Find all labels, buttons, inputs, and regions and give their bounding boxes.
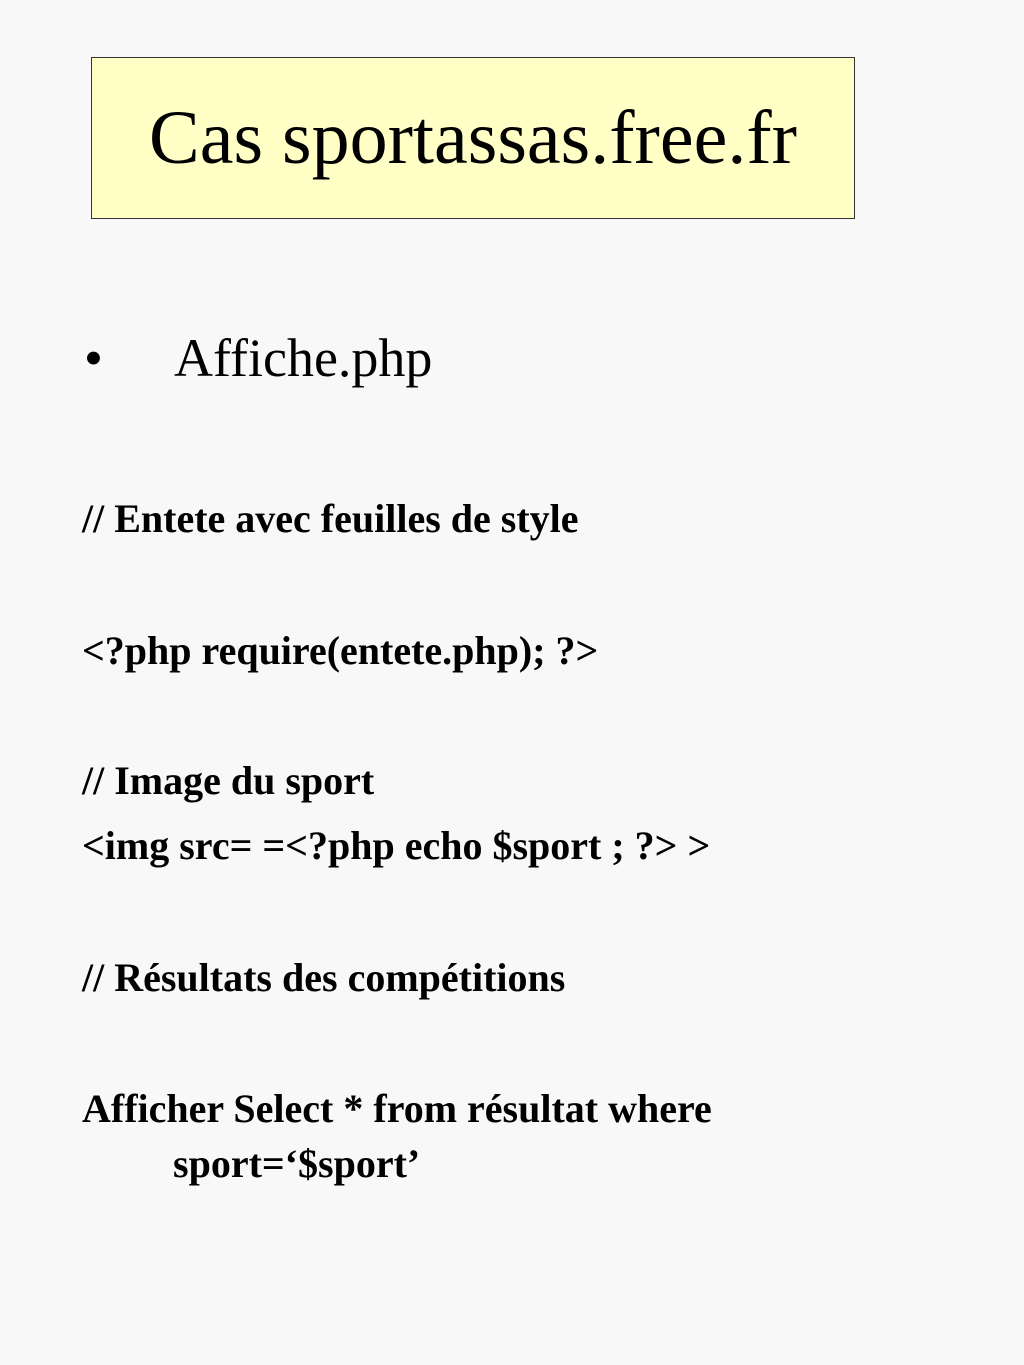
code-img: <img src= =<?php echo $sport ; ?> > [82, 823, 711, 868]
code-select: Afficher Select * from résultat where [82, 1086, 712, 1131]
slide-title: Cas sportassas.free.fr [149, 96, 797, 180]
code-select-continued: sport=‘$sport’ [173, 1141, 421, 1186]
comment-resultats: // Résultats des compétitions [82, 955, 566, 1000]
bullet-symbol: • [84, 328, 103, 388]
bullet-item [84, 328, 432, 388]
code-require: <?php require(entete.php); ?> [82, 628, 599, 673]
title-box [91, 57, 855, 219]
comment-entete: // Entete avec feuilles de style [82, 496, 579, 541]
bullet-text: Affiche.php [174, 328, 433, 388]
comment-image: // Image du sport [82, 758, 375, 803]
